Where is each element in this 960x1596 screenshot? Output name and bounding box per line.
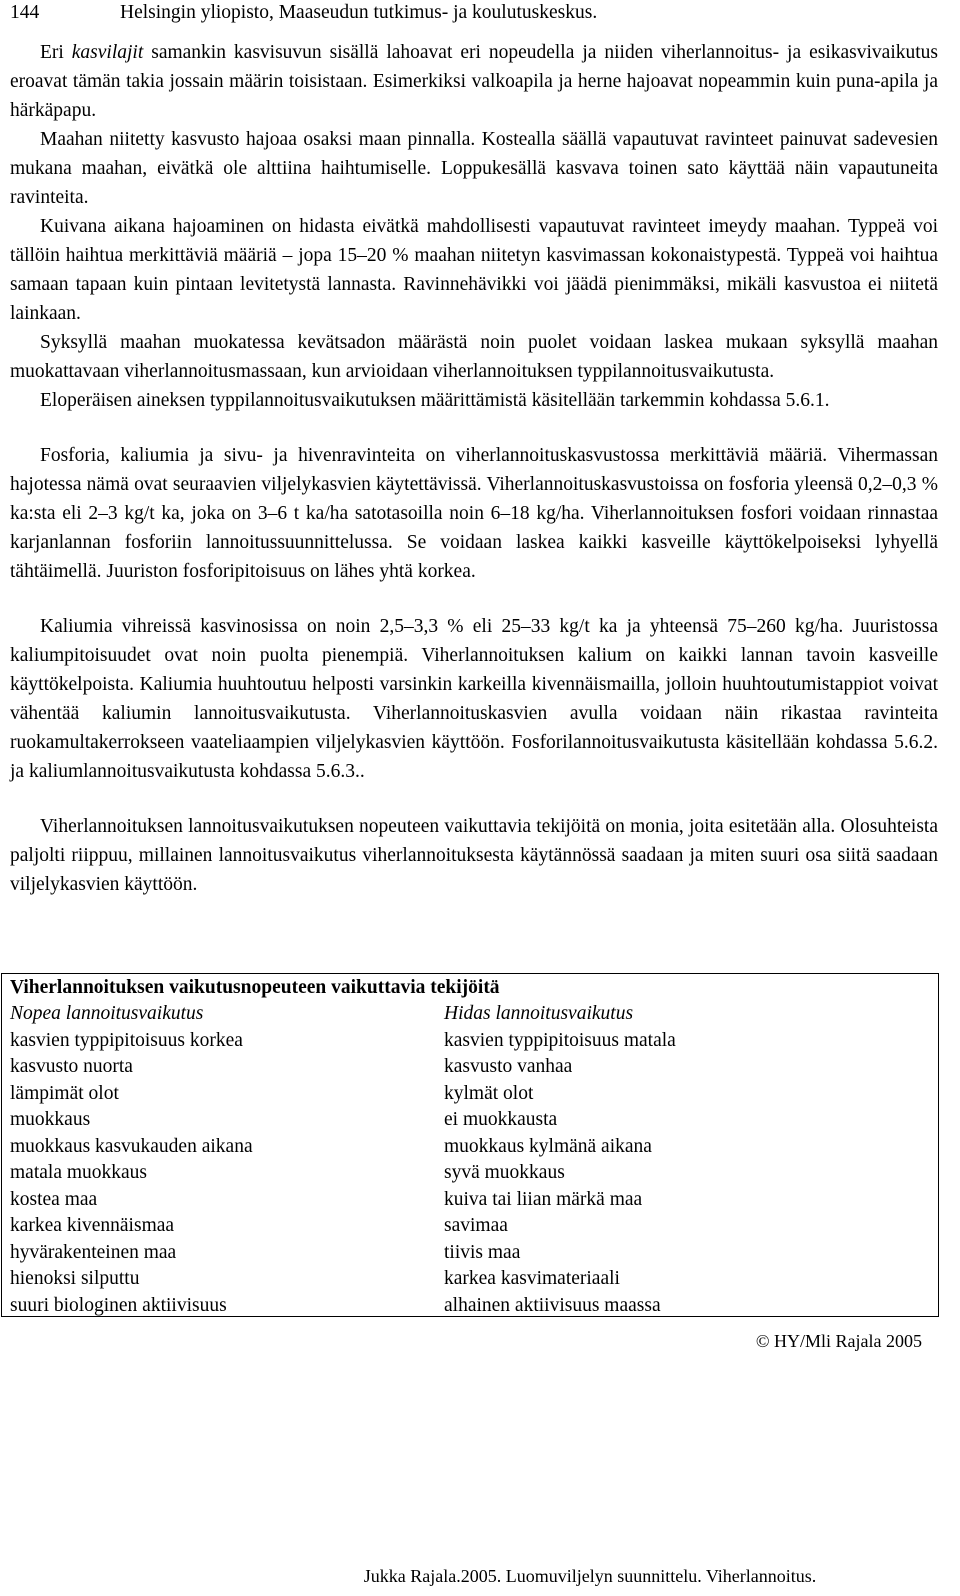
table-row: matala muokkaus syvä muokkaus [10,1162,565,1183]
paragraph: Maahan niitetty kasvusto hajoaa osaksi maan pinnalla. Kostealla säällä vapautuvat ravinteet painuvat sadevesien mukana maahan, eivätkä ole alttiina haihtumiselle. Loppukesällä kasvava toinen sato käyttää näin vapautuneita ravinteita. [10,129,938,208]
table-row: suuri biologinen aktiivisuus alhainen aktiivisuus maassa [10,1294,661,1316]
table-row: karkea kivennäismaa savimaa [10,1215,508,1236]
institution-name: Helsingin yliopisto, Maaseudun tutkimus- ja koulutuskeskus. [120,2,598,23]
table-title: Viherlannoituksen vaikutusnopeuteen vaikuttavia tekijöitä [10,977,500,998]
paragraph: Kuivana aikana hajoaminen on hidasta eivätkä mahdollisesti vapautuvat ravinteet imeydy maahan. Typpeä voi tällöin haihtua merkittäviä määriä – jopa 15–20 % maahan niitetyn kasvimassan kokonaistypestä. Typpeä voi haihtua samaan tapaan kuin pintaan levitetystä lannasta. Ravinnehävikki voi jäädä pienimmäksi, mikäli kasvustoa ei niitetä lainkaan. [10,216,938,324]
paragraph-kasvilajit: Eri kasvilajit samankin kasvisuvun sisällä lahoavat eri nopeudella ja niiden viherlannoitus- ja esikasvivaikutus eroavat tämän takia jossain määrin toisistaan. Esimerkiksi valkoapila ja herne hajoavat nopeammin kuin puna-apila ja härkäpapu. [10,42,938,121]
table-row: hienoksi silputtu karkea kasvimateriaali [10,1268,620,1289]
table-row: kasvien typpipitoisuus korkea kasvien typpipitoisuus matala [10,1029,676,1051]
table-row: muokkaus ei muokkausta [10,1109,558,1130]
page-footer: Jukka Rajala.2005. Luomuviljelyn suunnittelu. Viherlannoitus. [363,1566,817,1586]
table-row: muokkaus kasvukauden aikana muokkaus kylmänä aikana [10,1135,652,1157]
page-header [10,0,950,28]
table-row: kasvusto nuorta kasvusto vanhaa [10,1056,573,1077]
factors-table [1,973,939,1317]
body-text [10,38,938,899]
column-slow: Hidas lannoitusvaikutus [444,1003,634,1024]
paragraph: Eloperäisen aineksen typpilannoitusvaikutuksen määrittämistä käsitellään tarkemmin kohdassa 5.6.1. [40,390,830,411]
table-row: lämpimät olot kylmät olot [10,1082,534,1104]
column-fast: Nopea lannoitusvaikutus [10,1003,204,1024]
paragraph-kalium: Kaliumia vihreissä kasvinosissa on noin 2,5–3,3 % eli 25–33 kg/t ka ja yhteensä 75–260 kg/ha. Juuristossa kaliumpitoisuudet ovat noin puolta pienempiä. Viherlannoituksen kalium on kaikki lannan tavoin kasveille käyttökelpoista. Kaliumia huuhtoutuu helposti varsinkin karkeilla kivennäismailla, jolloin huuhtoutumistappiot voivat vähentää kaliumin lannoitusvaikutusta. Viherlannoituskasvien avulla voidaan näin rikastaa ravinteita ruokamultakerrokseen vaateliaampien viljelykasvien käyttöön. Fosforilannoitusvaikutusta käsitellään kohdassa 5.6.2. ja kaliumlannoitusvaikutusta kohdassa 5.6.3.. [10,616,938,782]
paragraph-fosfori: Fosforia, kaliumia ja sivu- ja hivenravinteita on viherlannoituskasvustossa merkittäviä määriä. Vihermassan hajotessa nämä ovat seuraavien viljelykasvien käytettävissä. Viherlannoituskasvustoissa on fosforia yleensä 0,2–0,3 % ka:sta eli 2–3 kg/t ka, joka on 3–6 t ka/ha satotasoilla noin 6–18 kg/ha. Viherlannoituksen fosfori voidaan rinnastaa karjanlannan fosforiin lannoitussuunnittelussa. Se voidaan laskea kaikki kasveille käyttökelpoiseksi lyhyellä tähtäimellä. Juuriston fosforipitoisuus on lähes yhtä korkea. [10,445,938,582]
paragraph: Syksyllä maahan muokatessa kevätsadon määrästä noin puolet voidaan laskea mukaan syksyllä maahan muokattavaan viherlannoitusmassaan, kun arvioidaan viherlannoituksen typpilannoitusvaikutusta. [10,332,938,382]
table-row: kostea maa kuiva tai liian märkä maa [10,1188,643,1210]
table-row: hyvärakenteinen maa tiivis maa [10,1241,521,1263]
page-number: 144 [10,2,40,23]
copyright-notice: © HY/Mli Rajala 2005 [755,1331,922,1351]
paragraph-nopeus: Viherlannoituksen lannoitusvaikutuksen nopeuteen vaikuttavia tekijöitä on monia, joita esitetään alla. Olosuhteista paljolti riippuu, millainen lannoitusvaikutus viherlannoituksesta käytännössä saadaan ja miten suuri osa siitä saadaan viljelykasvien käyttöön. [10,816,938,895]
emphasis-kasvilajit: kasvilajit [71,42,144,63]
table-header-row [10,1001,930,1028]
